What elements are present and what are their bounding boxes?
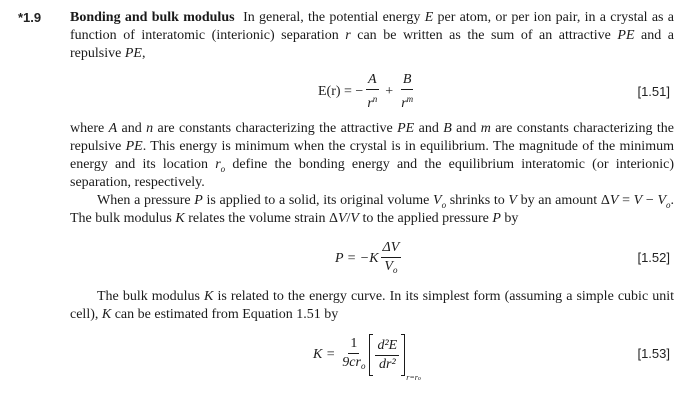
eq153-inner-num: d²E	[375, 338, 399, 356]
equation-1-51	[0, 70, 700, 114]
intro-var: PE	[124, 46, 142, 61]
eq153-inner-frac	[375, 338, 399, 373]
eq152-num: ΔV	[381, 240, 402, 258]
eq153-evaluation: r=ro	[406, 373, 421, 382]
intro-text: can be written as the sum of an attractive	[350, 28, 618, 43]
eq153-lhs: K =	[313, 347, 336, 362]
eq151-exp-m: m	[406, 94, 414, 104]
eq152-frac	[381, 240, 402, 278]
paragraph-1: where A and n are constants characterizing the attractive PE and B and m are constants characterizing the repulsive PE. This energy is minimum when the crystal is in equilibrium. The magnitude of the minimum energy and its location $r_o$ define the bonding energy and the equilibrium interatomic (or interionic) separation, respectively.	[70, 121, 674, 190]
intro-text: In general, the potential energy	[243, 10, 425, 25]
problem-number: *1.9	[18, 10, 42, 25]
eq152-den-sub: o	[392, 265, 398, 275]
eq151-lhs: E(r) = −	[318, 84, 364, 99]
eq151-num-a: A	[366, 72, 379, 90]
intro-var: E	[424, 10, 434, 25]
eq151-frac-b	[399, 72, 415, 112]
eq151-den-b: r	[401, 96, 407, 111]
eq153-den-sub: o	[360, 361, 366, 371]
eq153-num: 1	[348, 336, 359, 354]
intro-text: and a repulsive	[70, 28, 674, 61]
intro-var: r	[345, 28, 351, 43]
eq151-num-b: B	[401, 72, 414, 90]
eq153-frac	[340, 336, 367, 374]
eq151-exp-n: n	[372, 94, 378, 104]
intro-text: ,	[141, 46, 146, 61]
paragraph-3: The bulk modulus K is related to the energy curve. In its simplest form (assuming a simple cubic unit cell), K can be estimated from Equation 1.51 by	[70, 289, 674, 322]
eq153-inner-den: dr²	[379, 356, 396, 372]
eq151-frac-a	[365, 72, 379, 112]
paragraph-2: When a pressure P is applied to a solid, its original volume $V_o$ shrinks to V by an amount $\Delta V = V - V_o$. The bulk modulus K relates the volume strain ΔV/V to the applied pressure P by	[70, 193, 674, 226]
eq151-plus: +	[385, 84, 394, 99]
equation-number-1-51: [1.51]	[637, 84, 670, 99]
intro-text: per atom, or per ion pair, in a crystal as a function of interatomic (interionic) separation	[70, 10, 674, 43]
equation-number-1-53: [1.53]	[637, 346, 670, 361]
equation-1-53	[0, 330, 700, 380]
intro-var: PE	[617, 28, 635, 43]
equation-1-52	[0, 238, 700, 280]
eq151-den-a: r	[367, 96, 373, 111]
problem-intro	[70, 9, 674, 63]
eq153-den: 9cr	[342, 355, 361, 370]
eq152-lhs: P = −K	[335, 251, 379, 266]
equation-number-1-52: [1.52]	[637, 250, 670, 265]
eq152-den: V	[384, 259, 393, 274]
eq153-bracket	[369, 335, 405, 375]
problem-title: Bonding and bulk modulus	[70, 10, 235, 25]
